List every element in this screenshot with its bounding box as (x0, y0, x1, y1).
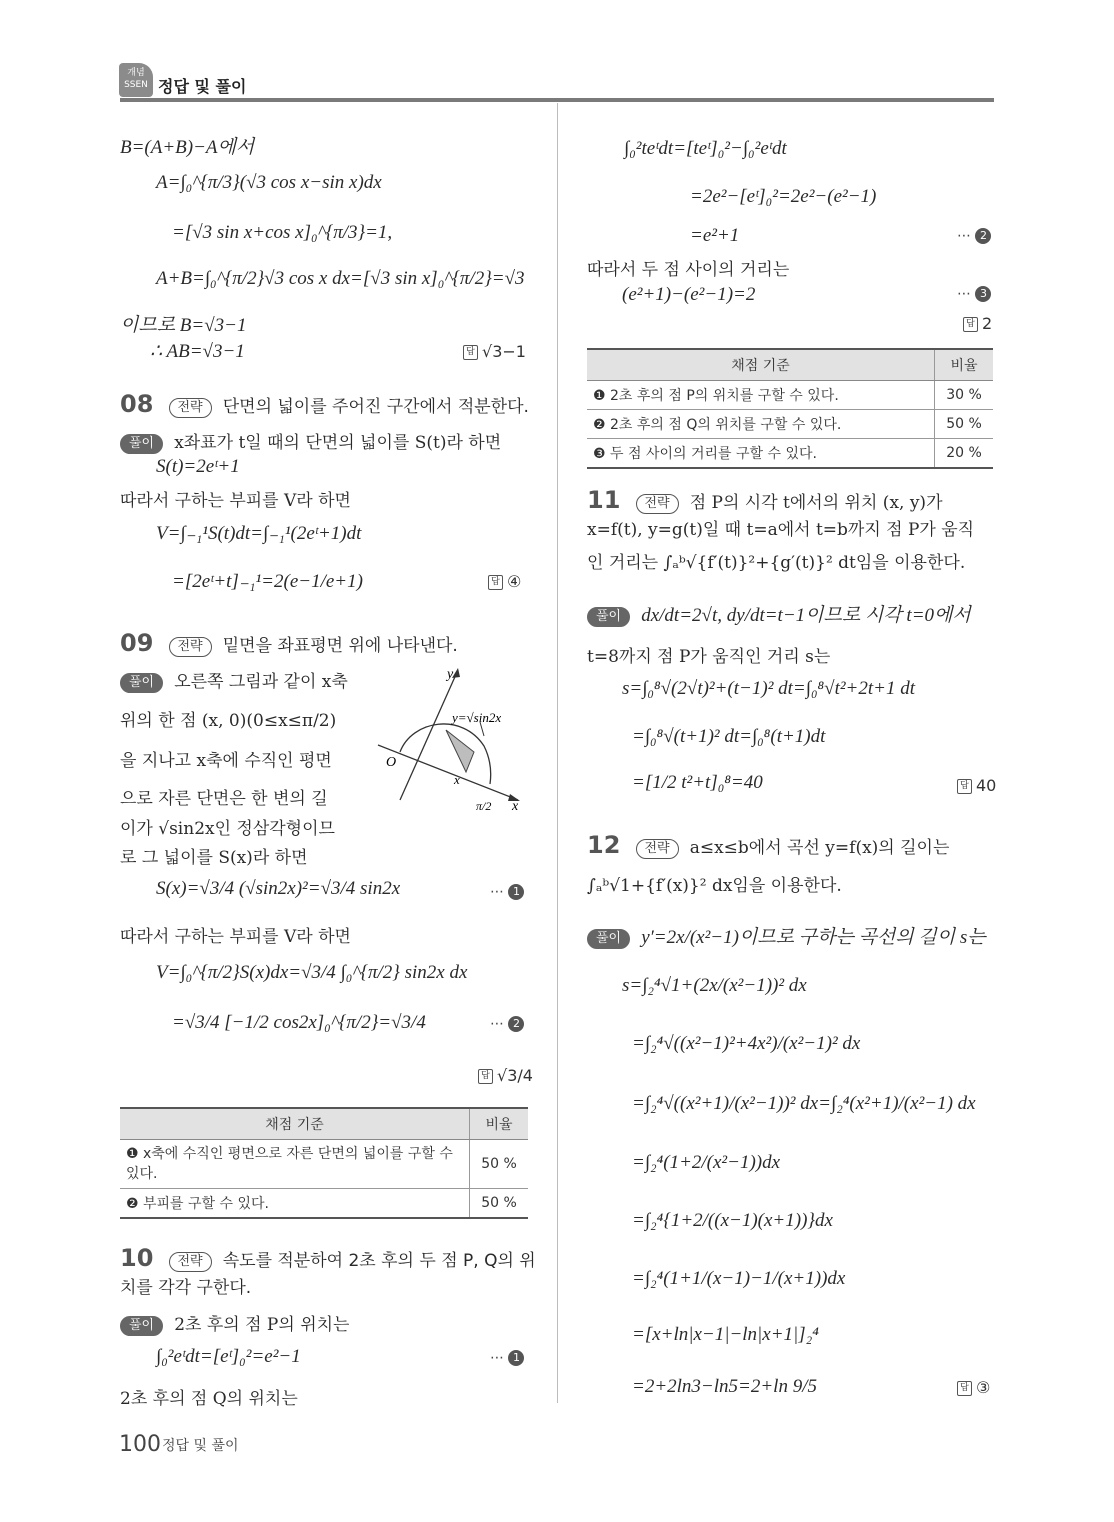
q11-solution-line1 (587, 600, 971, 627)
table-header-criteria: 채점 기준 (120, 1108, 470, 1140)
q10-strategy2: 치를 각각 구한다. (120, 1278, 252, 1298)
q08-line5: =[2eᵗ+t]₋₁¹=2(e−1/e+1) (172, 571, 363, 592)
q09-grading-table (120, 1107, 528, 1219)
q08-line2: S(t)=2eᵗ+1 (156, 456, 240, 477)
table-row (587, 381, 993, 410)
q08-text1: x좌표가 t일 때의 단면의 넓이를 S(t)라 하면 (174, 433, 502, 453)
q10-solution-tag: 풀이 (120, 1316, 163, 1336)
sine-curve (400, 724, 491, 784)
q10-strategy1: 속도를 적분하여 2초 후의 두 점 P, Q의 위 (222, 1251, 536, 1271)
table-cell-criteria: ❸ 두 점 사이의 거리를 구할 수 있다. (587, 439, 935, 469)
q12-strategy-tag: 전략 (636, 839, 679, 859)
q12-line8: =[x+ln|x−1|−ln|x+1|]₂⁴ (632, 1324, 819, 1345)
q09-heading (120, 629, 458, 657)
q09-line2: 위의 한 점 (x, 0)(0≤x≤π/2) (120, 711, 337, 731)
q12-line2: s=∫₂⁴√1+(2x/(x²−1))² dx (622, 975, 807, 996)
fig-point-x: x (454, 772, 460, 787)
table-cell-criteria: ❷ 2초 후의 점 Q의 위치를 구할 수 있다. (587, 410, 935, 439)
intro-line: B=(A+B)−A에서 (120, 137, 255, 158)
q12-solution-tag: 풀이 (587, 929, 630, 949)
table-row (587, 439, 993, 469)
q10-number: 10 (120, 1244, 154, 1272)
q10-solution-line1 (120, 1310, 349, 1336)
q09-text1: 오른쪽 그림과 같이 x축 (174, 672, 348, 692)
q12-strategy1: a≤x≤b에서 곡선 y=f(x)의 길이는 (689, 838, 950, 858)
table-header-ratio: 비율 (470, 1108, 529, 1140)
q12-solution-line1 (587, 922, 986, 949)
q11-answer: 답 40 (957, 776, 996, 795)
q11-text1: dx/dt=2√t, dy/dt=t−1이므로 시각 t=0에서 (641, 605, 971, 626)
triangle-section (446, 730, 474, 772)
table-header-ratio: 비율 (935, 349, 994, 381)
q11-heading (587, 486, 943, 514)
q08-line4: V=∫₋₁¹S(t)dt=∫₋₁¹(2eᵗ+1)dt (156, 523, 362, 544)
q09-line7: S(x)=√3/4 (√sin2x)²=√3/4 sin2x (156, 878, 401, 899)
equation-b: 이므로 B=√3−1 (120, 315, 247, 336)
q09-figure (372, 660, 532, 820)
q09-answer: 답 √3/4 (478, 1066, 533, 1085)
table-cell-ratio: 50 % (470, 1140, 529, 1189)
table-header (587, 349, 993, 381)
answer-icon: 답 (478, 1069, 493, 1084)
answer-icon: 답 (957, 1381, 972, 1396)
fig-y-label: y (447, 667, 454, 682)
page-header-title: 정답 및 풀이 (158, 77, 247, 96)
q12-line5: =∫₂⁴(1+2/(x²−1))dx (632, 1152, 781, 1173)
equation-a2: =[√3 sin x+cos x]₀^{π/3}=1, (172, 222, 393, 243)
q10c-line2: =2e²−[eᵗ]₀²=2e²−(e²−1) (690, 186, 877, 207)
step-marker-2: ⋯ 2 (957, 228, 991, 244)
q08-answer: 답 ④ (488, 572, 521, 591)
q08-solution-tag: 풀이 (120, 434, 163, 454)
step-marker-3: ⋯ 3 (957, 286, 991, 302)
q11-line4: =∫₀⁸√(t+1)² dt=∫₀⁸(t+1)dt (632, 726, 826, 747)
answer-icon: 답 (488, 575, 503, 590)
x-axis (378, 745, 518, 800)
answer-icon: 답 (463, 345, 478, 360)
q12-line3: =∫₂⁴√((x²−1)²+4x²)/(x²−1)² dx (632, 1033, 861, 1054)
fig-curve-label: y=√sin2x (452, 710, 502, 725)
q09-line10: =√3/4 [−1/2 cos2x]₀^{π/2}=√3/4 (172, 1012, 426, 1033)
table-cell-ratio: 20 % (935, 439, 994, 469)
q09-line4: 으로 자른 단면은 한 변의 길 (120, 789, 328, 809)
q11-strategy1: 점 P의 시각 t에서의 위치 (x, y)가 (689, 493, 943, 513)
q12-number: 12 (587, 831, 621, 859)
q09-number: 09 (120, 629, 154, 657)
q12-line4: =∫₂⁴√((x²+1)/(x²−1))² dx=∫₂⁴(x²+1)/(x²−1) dx (632, 1093, 976, 1114)
table-cell-criteria: ❷ 부피를 구할 수 있다. (120, 1189, 470, 1219)
q08-strategy-tag: 전략 (169, 398, 212, 418)
q08-heading (120, 390, 529, 418)
q11-strategy3: 인 거리는 ∫ₐᵇ√{f′(t)}²+{g′(t)}² dt임을 이용한다. (587, 553, 966, 573)
equation-ab: ∴ AB=√3−1 (150, 341, 245, 362)
header-rule (120, 98, 994, 102)
q10-line2: ∫₀²eᵗdt=[eᵗ]₀²=e²−1 (156, 1346, 301, 1367)
q10c-line5: (e²+1)−(e²−1)=2 (622, 284, 756, 305)
q10-heading (120, 1244, 536, 1272)
q11-solution-tag: 풀이 (587, 607, 630, 627)
table-cell-ratio: 50 % (935, 410, 994, 439)
table-header-criteria: 채점 기준 (587, 349, 935, 381)
answer-icon: 답 (963, 317, 978, 332)
q09-strategy-tag: 전략 (169, 637, 212, 657)
q10-answer: 답 2 (963, 314, 992, 333)
q10-grading-table (587, 348, 993, 469)
step-marker-1: ⋯ 1 (490, 884, 524, 900)
q08-line3: 따라서 구하는 부피를 V라 하면 (120, 491, 351, 511)
q10-line3: 2초 후의 점 Q의 위치는 (120, 1389, 298, 1409)
answer-icon: 답 (957, 779, 972, 794)
q09-solution-line1 (120, 667, 348, 693)
q09-line8: 따라서 구하는 부피를 V라 하면 (120, 927, 351, 947)
step-marker-1: ⋯ 1 (490, 1350, 524, 1366)
q12-line6: =∫₂⁴{1+2/((x−1)(x+1))}dx (632, 1210, 833, 1231)
q11-strategy2: x=f(t), y=g(t)일 때 t=a에서 t=b까지 점 P가 움직 (587, 520, 975, 540)
step-marker-2: ⋯ 2 (490, 1016, 524, 1032)
q11-number: 11 (587, 486, 621, 514)
q08-solution-line1 (120, 428, 501, 454)
q08-number: 08 (120, 390, 154, 418)
table-cell-ratio: 50 % (470, 1189, 529, 1219)
equation-a-plus-b: A+B=∫₀^{π/2}√3 cos x dx=[√3 sin x]₀^{π/2}=√3 (156, 268, 525, 289)
q12-strategy2: ∫ₐᵇ√1+{f′(x)}² dx임을 이용한다. (587, 876, 842, 896)
footer-label: 정답 및 풀이 (162, 1438, 239, 1454)
q09-line5: 이가 √sin2x인 정삼각형이므 (120, 819, 335, 839)
answer-ab: 답 √3−1 (463, 342, 526, 361)
fig-origin: O (386, 755, 397, 770)
page-number: 100 (119, 1432, 161, 1457)
q12-text1: y′=2x/(x²−1)이므로 구하는 곡선의 길이 s는 (641, 927, 986, 948)
q11-strategy-tag: 전략 (636, 494, 679, 514)
q12-answer: 답 ③ (957, 1378, 990, 1397)
q11-line3: s=∫₀⁸√(2√t)²+(t−1)² dt=∫₀⁸√t²+2t+1 dt (622, 678, 916, 699)
fig-x-label: x (512, 799, 519, 814)
q09-line6: 로 그 넓이를 S(x)라 하면 (120, 848, 308, 868)
q09-solution-tag: 풀이 (120, 673, 163, 693)
q08-strategy: 단면의 넓이를 주어진 구간에서 적분한다. (222, 397, 529, 417)
q10c-line4: 따라서 두 점 사이의 거리는 (587, 260, 790, 280)
q09-line9: V=∫₀^{π/2}S(x)dx=√3/4 ∫₀^{π/2} sin2x dx (156, 962, 468, 983)
ssen-logo: 개념 SSEN (119, 63, 153, 97)
column-divider (557, 103, 558, 1403)
q12-heading (587, 831, 949, 859)
q11-line2: t=8까지 점 P가 움직인 거리 s는 (587, 647, 831, 667)
q12-line9: =2+2ln3−ln5=2+ln 9/5 (632, 1376, 817, 1397)
q10c-line1: ∫₀²teᵗdt=[teᵗ]₀²−∫₀²eᵗdt (624, 138, 787, 159)
table-row (120, 1140, 528, 1189)
table-row (120, 1189, 528, 1219)
equation-a1: A=∫₀^{π/3}(√3 cos x−sin x)dx (156, 172, 382, 193)
fig-pi-half: π/2 (476, 799, 492, 813)
q11-line5: =[1/2 t²+t]₀⁸=40 (632, 772, 763, 793)
q12-line7: =∫₂⁴(1+1/(x−1)−1/(x+1))dx (632, 1268, 846, 1289)
q09-line3: 을 지나고 x축에 수직인 평면 (120, 751, 332, 771)
table-cell-ratio: 30 % (935, 381, 994, 410)
q10c-line3: =e²+1 (690, 225, 740, 246)
table-row (587, 410, 993, 439)
q09-strategy: 밑면을 좌표평면 위에 나타낸다. (222, 636, 458, 656)
table-header (120, 1108, 528, 1140)
q10-strategy-tag: 전략 (169, 1252, 212, 1272)
q10-text1: 2초 후의 점 P의 위치는 (174, 1315, 350, 1335)
table-cell-criteria: ❶ x축에 수직인 평면으로 자른 단면의 넓이를 구할 수 있다. (120, 1140, 470, 1189)
table-cell-criteria: ❶ 2초 후의 점 P의 위치를 구할 수 있다. (587, 381, 935, 410)
